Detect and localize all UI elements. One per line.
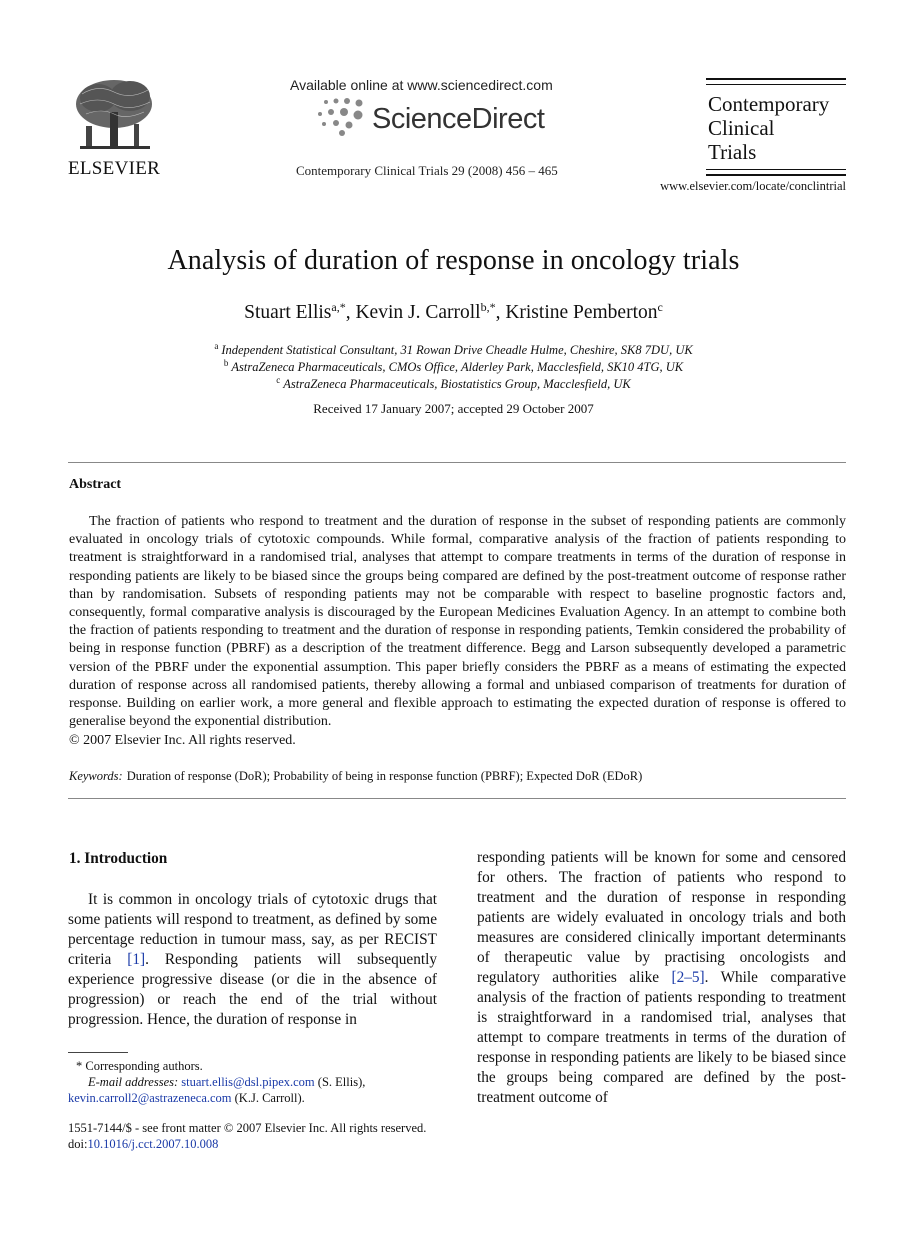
article-title: Analysis of duration of response in oncology trials [167,245,740,276]
journal-title-box [706,78,846,176]
publisher-name: ELSEVIER [68,158,161,179]
affiliation-text: AstraZeneca Pharmaceuticals, CMOs Office, Alderley Park, Macclesfield, SK10 4TG, UK [231,360,684,374]
author-affiliation-mark: c [657,300,663,314]
journal-title-rule-top [706,78,846,85]
email-owner: (S. Ellis), [314,1075,366,1089]
email-label: E-mail addresses: [88,1075,179,1089]
intro-paragraph-left [68,890,437,1030]
keywords-list: Duration of response (DoR); Probability of being in response function (PBRF); Expected DoR (EDoR) [126,769,643,783]
abstract-body: The fraction of patients who respond to treatment and the duration of response in the subset of responding patients are commonly evaluated in oncology trials of cytotoxic compounds. While formal, comparative analysis of the fraction of patients responding to treatment is straightforward in a randomised trial, analyses that attempt to compare treatments in terms of the duration of response in responding patients are likely to be biased since the groups being compared are defined by the post-treatment outcome of response rather than by randomisation. Subsets of responding patients may not be comparable with respect to baseline prognostic factors and, consequently, formal comparative analysis is discouraged by the European Medicines Evaluation Agency. In an attempt to combine both the fraction of patients responding to treatment and the duration of response in responding patients, Temkin considered the probability of being in response function (PBRF) as a description of the treatment difference. Begg and Larson subsequently developed a parametric version of the PBRF under the exponential assumption. This paper briefly considers the PBRF as a means of estimating the expected duration of response across all randomised patients, thereby allowing a formal and unbiased comparison of treatments for duration of response. Building on earlier work, a more general and flexible approach to estimating the expected duration of response is offered to generalise beyond the exponential distribution. [69,514,846,730]
keywords [69,769,642,784]
doi-label: doi: [68,1137,88,1151]
journal-reference: Contemporary Clinical Trials 29 (2008) 456 – 465 [296,163,558,178]
affiliation-mark: b [223,358,229,368]
journal-title-rule-bottom [706,169,846,176]
email-owner: (K.J. Carroll). [231,1091,305,1105]
intro-paragraph-right [477,848,846,1108]
author-name[interactable]: Stuart Ellis [244,302,332,323]
keywords-label: Keywords: [69,769,123,783]
affiliation [0,358,907,375]
paragraph-text: responding patients will be known for some and censored for others. The fraction of patients who respond to treatment and the duration of response in responding patients are widely evaluated in oncology trials and both measures are considered clinically important determinants of therapeutic value by practising oncologists and regulatory authorities alike [477,849,846,986]
elsevier-tree-logo [68,74,160,156]
abstract-heading: Abstract [69,477,122,492]
issn-line: 1551-7144/$ - see front matter © 2007 Elsevier Inc. All rights reserved. [68,1121,427,1135]
abstract-copyright: © 2007 Elsevier Inc. All rights reserved. [69,733,296,748]
author-affiliation-mark: a,* [331,300,346,314]
affiliation-mark: c [276,375,281,385]
paragraph-text: . While comparative analysis of the fraction of patients responding to treatment is straightforward in a randomised trial, analyses that attempt to compare treatments in terms of the duration of response in responding patients are likely to be biased since the groups being compared are defined by the post-treatment outcome of [477,969,846,1106]
author-name[interactable]: Kristine Pemberton [505,302,658,323]
affiliation-text: Independent Statistical Consultant, 31 Rowan Drive Cheadle Hulme, Cheshire, SK8 7DU, UK [221,343,693,357]
affiliation-text: AstraZeneca Pharmaceuticals, Biostatistics Group, Macclesfield, UK [283,377,631,391]
citation-link[interactable]: [2–5] [671,969,705,986]
divider [68,798,846,799]
section-heading: 1. Introduction [69,850,168,867]
sciencedirect-dots-icon [316,98,372,138]
citation-link[interactable]: [1] [127,951,146,968]
author-affiliation-mark: b,* [480,300,496,314]
paragraph-text: . Responding patients will subsequently experience progressive disease (or die in the absence of progression) or reach the end of the trial without progression. Hence, the duration of response in [68,951,437,1028]
journal-title-line: Contemporary [708,92,830,116]
journal-title [706,85,846,169]
paragraph-text: It is common in oncology trials of cytotoxic drugs that some patients will respond to treatment, as defined by some percentage reduction in tumour mass, say, as per RECIST criteria [68,891,437,968]
affiliation [0,375,907,392]
email-line [68,1090,305,1106]
available-online-text[interactable]: Available online at www.sciencedirect.com [290,77,553,93]
affiliation [0,341,907,358]
journal-url[interactable]: www.elsevier.com/locate/conclintrial [660,179,846,193]
journal-title-line: Clinical [708,116,775,140]
doi-line [68,1136,218,1152]
divider [68,462,846,463]
email-link[interactable]: stuart.ellis@dsl.pipex.com [181,1075,315,1089]
author-name[interactable]: Kevin J. Carroll [355,302,481,323]
corresponding-note: * Corresponding authors. [76,1059,203,1073]
author-list: Stuart Ellis$^{a,*}$, Kevin J. Carroll$^{b,*}$, Kristine Pemberton$^c$ [244,300,663,323]
doi-link[interactable]: 10.1016/j.cct.2007.10.008 [87,1137,219,1151]
affiliation-mark: a [214,341,219,351]
sciencedirect-wordmark: ScienceDirect [372,103,545,135]
email-line [68,1074,365,1090]
received-dates: Received 17 January 2007; accepted 29 October 2007 [313,401,594,416]
footnote-divider [68,1052,128,1053]
email-link[interactable]: kevin.carroll2@astrazeneca.com [68,1091,232,1105]
journal-title-line: Trials [708,140,757,164]
